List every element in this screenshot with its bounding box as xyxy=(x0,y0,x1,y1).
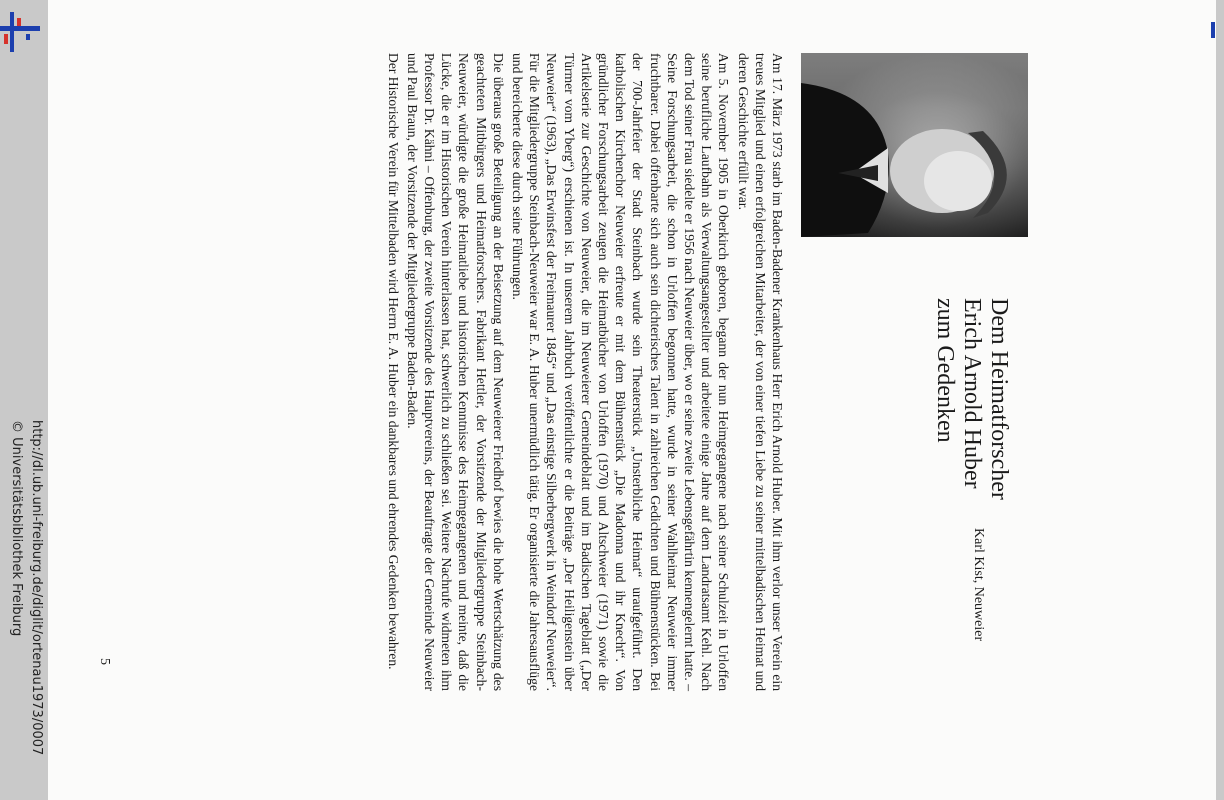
paragraph: Am 5. November 1905 in Oberkirch geboren, begann der nun Heimgegangene nach seiner Schulzeit in Urloffen seine berufliche Laufbahn als Verwaltungsangestellter und arbeitete einige Jahre auf dem Landratsamt Kehl. Nach dem Tod seiner Frau siedelte er 1956 nach Neuweier über, wo er seine zweite Lebensgefährtin kennengelernt hatte. – Seine Forschungsarbeit, die schon in Urloffen begonnen hatte, wurde in seiner Wahlheimat Neuweier immer fruchtbarer. Dabei offenbarte sich auch sein dichterisches Talent in zahlreichen Gedichten und Bühnenstücken. Bei der 700-Jahrfeier der Stadt Steinbach wurde sein Theaterstück „Unsterbliche Heimat“ uraufgeführt. Den katholischen Kirchenchor Neuweier erfreute er mit dem Bühnenstück „Die Madonna und ihr Knecht“. Von gründlicher Forschungsarbeit zeugen die Heimatbücher von Urloffen (1970) und Altschweier (1971) sowie die Artikelserie zur Geschichte von Neuweier, die im Neuweierer Gemeindeblatt und im Badischen Tageblatt („Der Türmer vom Yberg“) erschienen ist. In unserem Jahrbuch veröffentlichte er die Beiträge „Der Heiligenstein über Neuweier“ (1963), „Das Erwinsfest der Freimaurer 1845“ und „Das einstige Silberbergwerk in Weindorf Neuweier“. Für die Mitgliedergruppe Steinbach-Neuweier war E. A. Huber unermüdlich tätig. Er organisierte die Jahresausflüge und bereicherte diese durch seine Führungen. xyxy=(509,53,732,691)
source-url-link[interactable]: http://dl.ub.uni-freiburg.de/diglit/ortenau1973/0007 xyxy=(29,420,44,756)
title-line: Dem Heimatforscher xyxy=(986,298,1012,500)
copyright-text: © Universitätsbibliothek Freiburg xyxy=(9,420,24,637)
title-line: Erich Arnold Huber xyxy=(959,298,985,489)
article-body xyxy=(382,53,786,691)
paragraph: Am 17. März 1973 starb im Baden-Badener Krankenhaus Herr Erich Arnold Huber. Mit ihm verlor unser Verein ein treues Mitglied und einen erfolgreichen Mitarbeiter, der von einer tiefen Liebe zu seiner mittelbadischen Heimat und deren Geschichte erfüllt war. xyxy=(735,53,785,691)
footer xyxy=(4,420,46,800)
portrait-photo xyxy=(801,53,1028,237)
author-signature: Karl Kist, Neuweier xyxy=(971,528,986,642)
rotated-page-content xyxy=(34,48,1034,691)
paragraph: Der Historische Verein für Mittelbaden wird Herrn E. A. Huber ein dankbares und ehrendes Gedenken bewahren. xyxy=(385,53,401,670)
edge-marker xyxy=(1211,22,1215,38)
page-number: 5 xyxy=(97,658,112,665)
library-logo-icon xyxy=(0,12,40,52)
title-line: zum Gedenken xyxy=(932,298,958,443)
paragraph: Die überaus große Beteiligung an der Beisetzung auf dem Neuweierer Friedhof bewies die hohe Wertschätzung des geachteten Mitbürgers und Heimatforschers. Fabrikant Hettler, der Vorsitzende der Mitgliedergruppe Steinbach-Neuweier, würdigte die große Heimatliebe und historischen Kenntnisse des Heimgegangenen und meinte, daß die Lücke, die er im Historischen Verein hinterlassen hat, schwerlich zu schließen sei. Weitere Nachrufe widmeten ihm Professor Dr. Kähni – Offenburg, der zweite Vorsitzende des Hauptvereins, der Beauftragte der Gemeinde Neuweier und Paul Braun, der Vorsitzende der Mitgliedergruppe Baden-Baden. xyxy=(404,53,506,691)
